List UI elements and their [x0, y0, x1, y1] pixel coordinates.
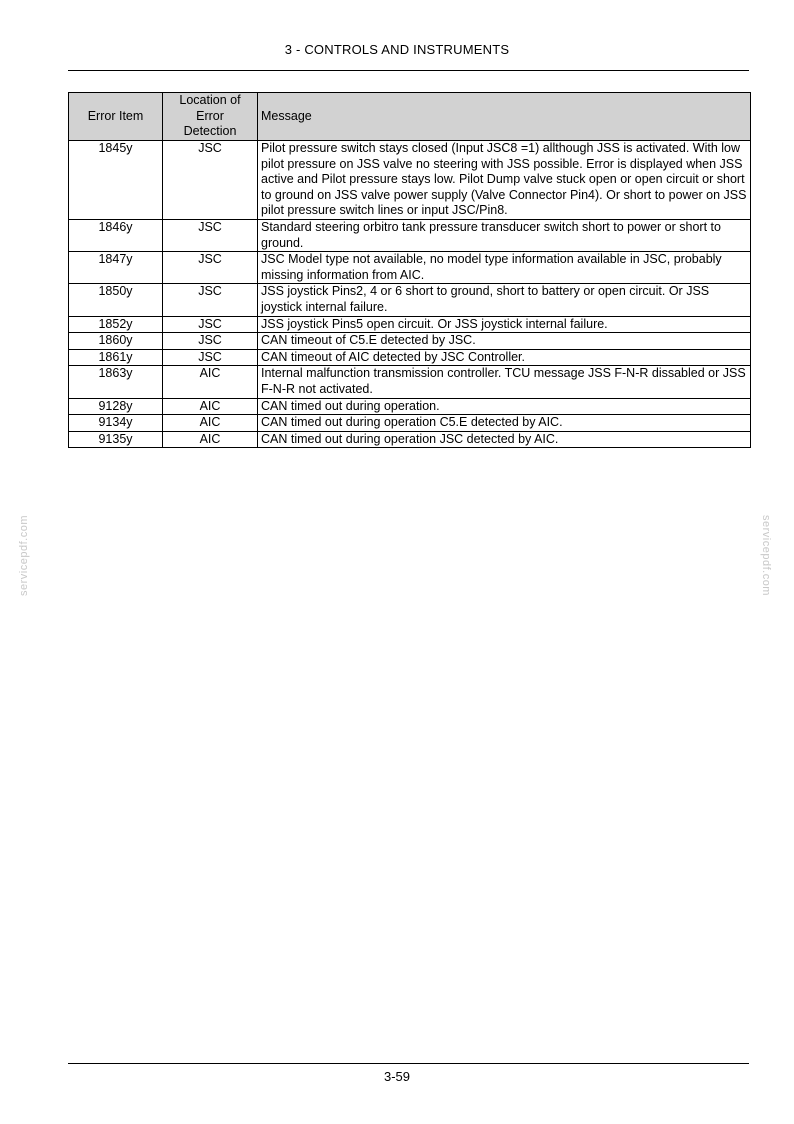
error-item-cell: 1846y [69, 219, 163, 251]
header-message: Message [258, 93, 751, 141]
message-cell: CAN timed out during operation JSC detected by AIC. [258, 431, 751, 448]
message-cell: Pilot pressure switch stays closed (Input JSC8 =1) allthough JSS is activated. With low pilot pressure on JSS valve no steering with JSS possible. Error is displayed when JSS active and Pilot pressure stays low. Pilot Dump valve stuck open or open circuit or short to ground on JSS valve power supply (Valve Connector Pin4). Or short to power on JSS pilot pressure switch lines or input JSC/Pin8. [258, 141, 751, 220]
message-cell: JSC Model type not available, no model type information available in JSC, probably missing information from AIC. [258, 252, 751, 284]
table-row [69, 349, 751, 366]
error-item-cell: 9128y [69, 398, 163, 415]
error-item-cell: 1850y [69, 284, 163, 316]
error-item-cell: 1845y [69, 141, 163, 220]
location-cell: JSC [163, 252, 258, 284]
page-header-title: 3 - CONTROLS AND INSTRUMENTS [284, 42, 510, 57]
header-rule [68, 70, 749, 71]
location-cell: AIC [163, 366, 258, 398]
message-cell: CAN timed out during operation. [258, 398, 751, 415]
table-header-row [69, 93, 751, 141]
error-item-cell: 9134y [69, 415, 163, 432]
location-cell: JSC [163, 316, 258, 333]
table-row [69, 415, 751, 432]
table-row [69, 141, 751, 220]
table-row [69, 398, 751, 415]
table-row [69, 431, 751, 448]
header-location: Location of Error Detection [163, 93, 258, 141]
error-code-table [68, 92, 751, 448]
location-cell: AIC [163, 431, 258, 448]
table-row [69, 284, 751, 316]
location-cell: JSC [163, 284, 258, 316]
message-cell: Internal malfunction transmission controller. TCU message JSS F-N-R dissabled or JSS F-N-R not activated. [258, 366, 751, 398]
table-row [69, 366, 751, 398]
location-cell: JSC [163, 349, 258, 366]
message-cell: CAN timed out during operation C5.E detected by AIC. [258, 415, 751, 432]
message-cell: JSS joystick Pins2, 4 or 6 short to ground, short to battery or open circuit. Or JSS joystick internal failure. [258, 284, 751, 316]
message-cell: Standard steering orbitro tank pressure transducer switch short to power or short to ground. [258, 219, 751, 251]
message-cell: CAN timeout of C5.E detected by JSC. [258, 333, 751, 350]
page-number: 3-59 [383, 1069, 411, 1084]
message-cell: CAN timeout of AIC detected by JSC Controller. [258, 349, 751, 366]
table-row [69, 252, 751, 284]
location-cell: JSC [163, 141, 258, 220]
error-item-cell: 1860y [69, 333, 163, 350]
error-item-cell: 1861y [69, 349, 163, 366]
message-cell: JSS joystick Pins5 open circuit. Or JSS joystick internal failure. [258, 316, 751, 333]
error-item-cell: 9135y [69, 431, 163, 448]
location-cell: JSC [163, 219, 258, 251]
header-error-item: Error Item [69, 93, 163, 141]
location-cell: AIC [163, 415, 258, 432]
error-item-cell: 1847y [69, 252, 163, 284]
location-cell: JSC [163, 333, 258, 350]
error-item-cell: 1852y [69, 316, 163, 333]
watermark-left: servicepdf.com [18, 515, 30, 596]
table-row [69, 316, 751, 333]
table-row [69, 219, 751, 251]
watermark-right: servicepdf.com [760, 515, 772, 596]
location-cell: AIC [163, 398, 258, 415]
table-row [69, 333, 751, 350]
error-item-cell: 1863y [69, 366, 163, 398]
footer-rule [68, 1063, 749, 1064]
